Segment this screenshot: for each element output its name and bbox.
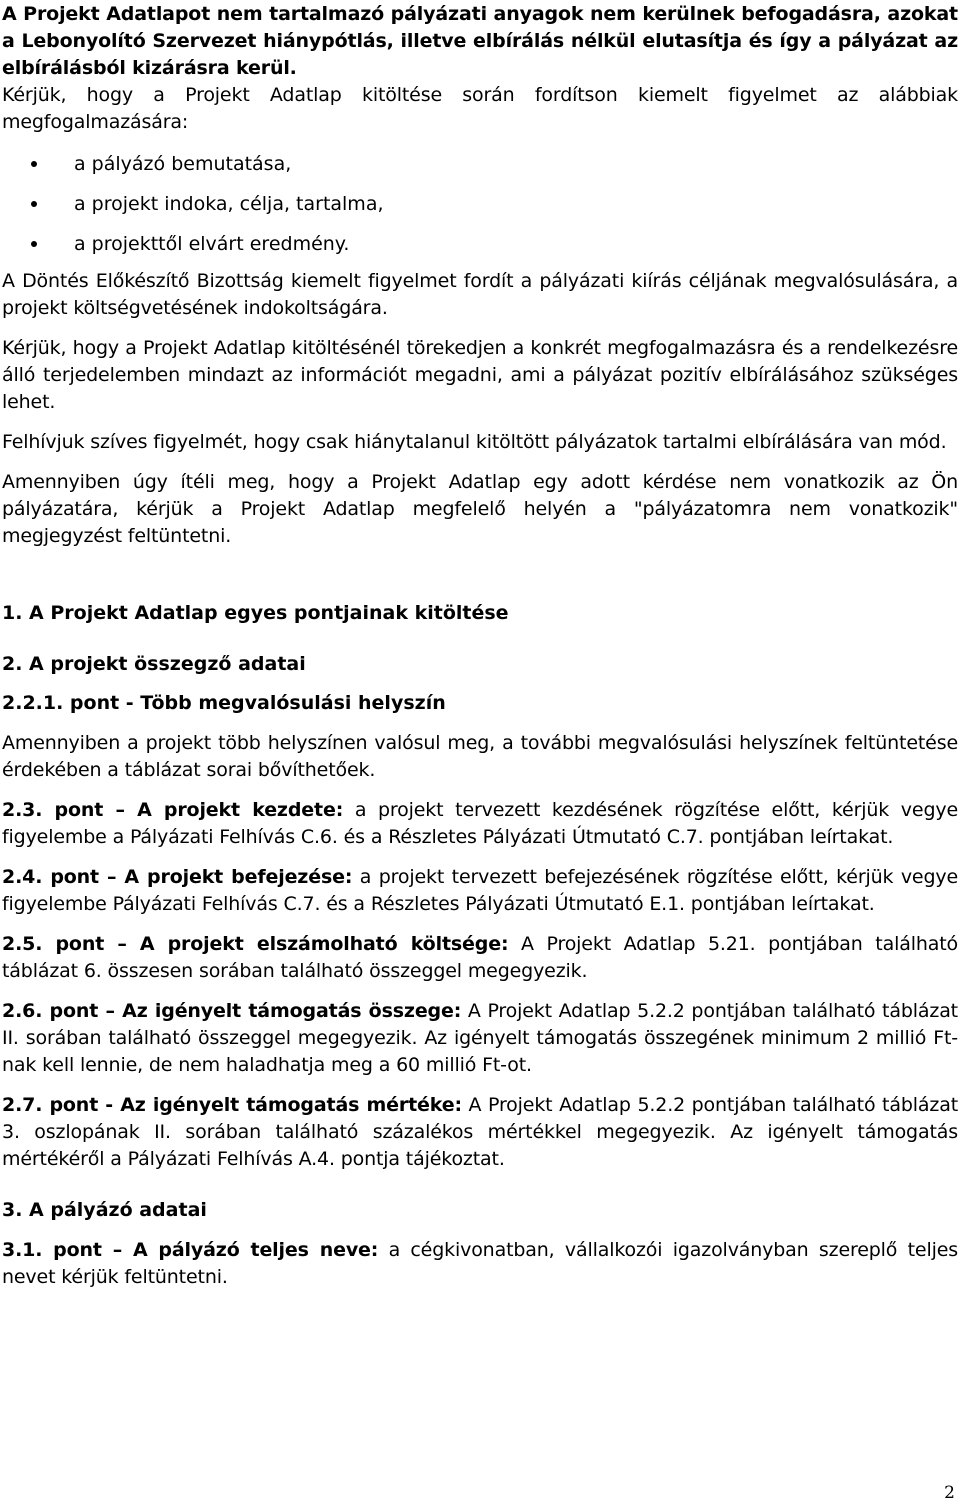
document-page <box>2 0 958 1291</box>
point-2-3-label: 2.3. pont – A projekt kezdete: <box>2 799 344 821</box>
point-3-1 <box>2 1237 958 1291</box>
point-2-4 <box>2 864 958 918</box>
point-2-7 <box>2 1092 958 1173</box>
point-2-3-text: a projekt tervezett kezdésének rögzítése előtt, kérjük vegye figyelembe a Pályázati Felhívás C.6. és a Részletes Pályázati Útmutató C.7. pontjában leírtakat. <box>2 799 958 848</box>
bullet-icon <box>31 241 37 247</box>
point-2-2-1-heading: 2.2.1. pont - Több megvalósulási helyszín <box>2 692 446 714</box>
attention-lead: Kérjük, hogy a Projekt Adatlap kitöltése során fordítson kiemelt figyelmet az alábbiak megfogalmazására: <box>2 84 958 133</box>
point-2-7-label: 2.7. pont - Az igényelt támogatás mértéke: <box>2 1094 462 1116</box>
point-2-5-text: A Projekt Adatlap 5.21. pontjában található táblázat 6. összesen sorában található összeggel megegyezik. <box>2 933 958 982</box>
section-2-heading: 2. A projekt összegző adatai <box>2 653 306 675</box>
concrete-paragraph: Kérjük, hogy a Projekt Adatlap kitöltésénél törekedjen a konkrét megfogalmazásra és a rendelkezésre álló terjedelemben mindazt az információt megadni, ami a pályázat pozitív elbírálásához szükséges lehet. <box>2 337 958 413</box>
focus-list <box>2 144 958 264</box>
point-2-3 <box>2 797 958 851</box>
point-2-7-text: A Projekt Adatlap 5.2.2 pontjában található táblázat 3. oszlopának II. sorában található százalékos mértékkel megegyezik. Az igényelt támogatás mértékéről a Pályázati Felhívás A.4. pontja tájékoztat. <box>2 1094 958 1170</box>
point-3-1-label: 3.1. pont – A pályázó teljes neve: <box>2 1239 379 1261</box>
list-item: a pályázó bemutatása, <box>2 144 958 184</box>
point-2-4-label: 2.4. pont – A projekt befejezése: <box>2 866 353 888</box>
complete-paragraph: Felhívjuk szíves figyelmét, hogy csak hiánytalanul kitöltött pályázatok tartalmi elbírálására van mód. <box>2 431 947 453</box>
point-2-6 <box>2 998 958 1079</box>
list-item: a projekttől elvárt eredmény. <box>2 224 958 264</box>
section-3-heading: 3. A pályázó adatai <box>2 1199 207 1221</box>
bullet-icon <box>31 161 37 167</box>
point-3-1-text: a cégkivonatban, vállalkozói igazolványban szereplő teljes nevet kérjük feltüntetni. <box>2 1239 958 1288</box>
list-item: a projekt indoka, célja, tartalma, <box>2 184 958 224</box>
committee-paragraph: A Döntés Előkészítő Bizottság kiemelt figyelmet fordít a pályázati kiírás céljának megvalósulására, a projekt költségvetésének indokoltságára. <box>2 270 958 319</box>
point-2-6-label: 2.6. pont – Az igényelt támogatás összege: <box>2 1000 462 1022</box>
point-2-2-1-text: Amennyiben a projekt több helyszínen valósul meg, a további megvalósulási helyszínek feltüntetése érdekében a táblázat sorai bővíthetőek. <box>2 732 958 781</box>
point-2-5-label: 2.5. pont – A projekt elszámolható költsége: <box>2 933 509 955</box>
bullet-icon <box>31 201 37 207</box>
not-applicable-paragraph: Amennyiben úgy ítéli meg, hogy a Projekt Adatlap egy adott kérdése nem vonatkozik az Ön pályázatára, kérjük a Projekt Adatlap megfelelő helyén a "pályázatomra nem vonatkozik" megjegyzést feltüntetni. <box>2 471 958 547</box>
point-2-4-text: a projekt tervezett befejezésének rögzítése előtt, kérjük vegye figyelembe Pályázati Felhívás C.7. és a Részletes Pályázati Útmutató E.1. pontjában leírtakat. <box>2 866 958 915</box>
rejection-notice: A Projekt Adatlapot nem tartalmazó pályázati anyagok nem kerülnek befogadásra, azokat a Lebonyolító Szervezet hiánypótlás, illetve elbírálás nélkül elutasítja és így a pályázat az elbírálásból kizárásra kerül. <box>2 3 958 79</box>
section-1-heading: 1. A Projekt Adatlap egyes pontjainak kitöltése <box>2 602 509 624</box>
point-2-5 <box>2 931 958 985</box>
page-number: 2 <box>944 1483 955 1503</box>
point-2-6-text: A Projekt Adatlap 5.2.2 pontjában található táblázat II. sorában található összeggel megegyezik. Az igényelt támogatás összegének minimum 2 millió Ft-nak kell lennie, de nem haladhatja meg a 60 millió Ft-ot. <box>2 1000 958 1076</box>
